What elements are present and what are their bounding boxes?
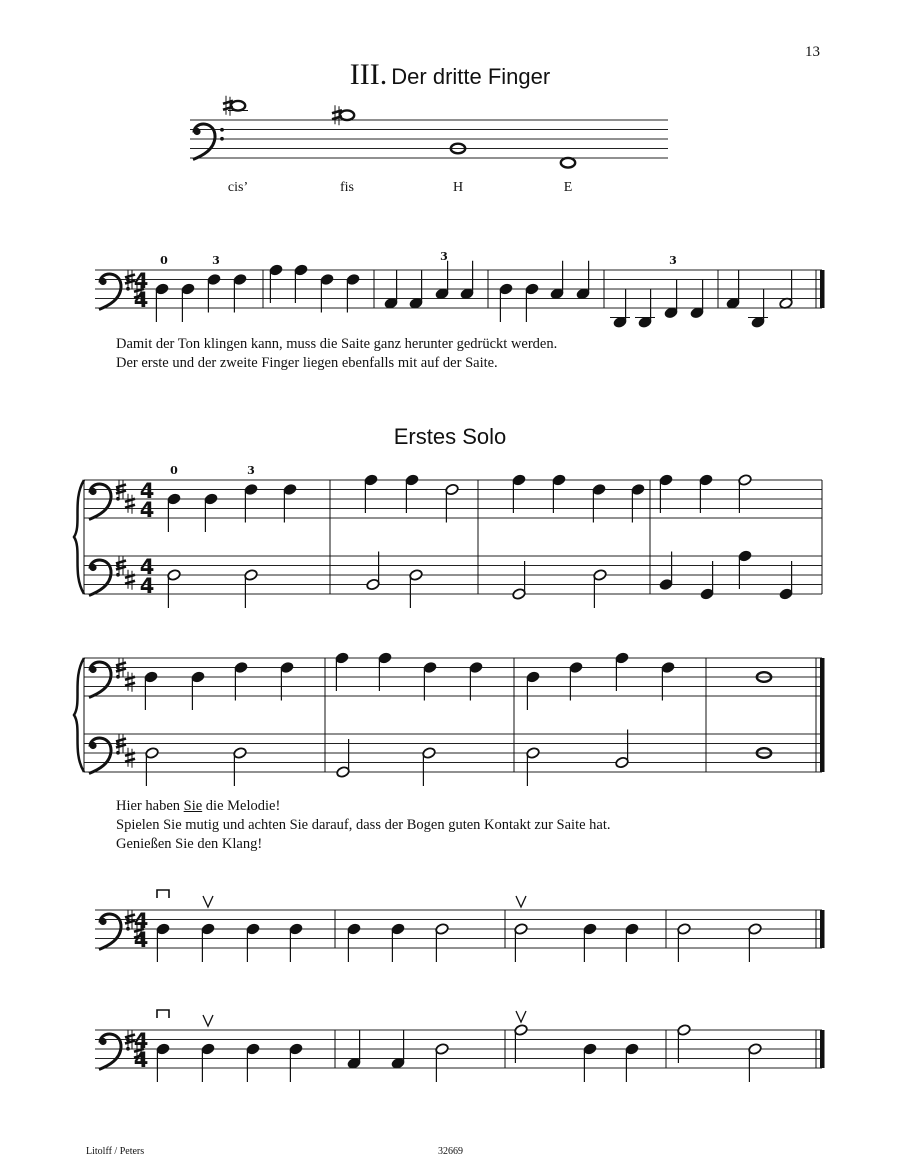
melody-line: Genießen Sie den Klang!	[116, 836, 263, 852]
melody-line: Hier haben Sie die Melodie!	[116, 798, 281, 814]
time-signature-bottom: 4	[133, 1048, 149, 1072]
time-signature-top: 4	[133, 269, 149, 293]
time-signature-bottom: 4	[139, 498, 155, 522]
final-barline	[820, 270, 825, 308]
time-signature-bottom: 4	[133, 928, 149, 952]
page-number: 13	[805, 44, 820, 60]
fingering-number: 3	[440, 250, 448, 263]
note-name-h: H	[452, 180, 464, 195]
time-signature-bottom: 4	[139, 574, 155, 598]
time-signature-top: 4	[133, 909, 149, 933]
fingering-number: 0	[160, 254, 168, 267]
up-bow-icon	[203, 896, 213, 907]
final-barline	[820, 658, 825, 772]
brace	[74, 480, 84, 594]
instruction-line: Der erste und der zweite Finger liegen ebenfalls mit auf der Saite.	[116, 355, 498, 371]
fingering-number: 3	[247, 464, 255, 477]
up-bow-icon	[516, 896, 526, 907]
final-barline	[820, 910, 825, 948]
footer-publisher: Litolff / Peters	[86, 1146, 145, 1157]
melody-line: Spielen Sie mutig und achten Sie darauf, dass der Bogen guten Kontakt zur Saite hat.	[116, 817, 611, 833]
fingering-number: 3	[212, 254, 220, 267]
time-signature-top: 4	[139, 479, 155, 503]
note-name-cis: cis’	[227, 180, 249, 195]
emphasis-word: Sie	[183, 798, 203, 814]
title-roman-numeral: III.	[349, 58, 388, 91]
up-bow-icon	[203, 1015, 213, 1026]
whole-note	[231, 101, 245, 111]
fingering-number: 3	[669, 254, 677, 267]
sharp-icon	[125, 672, 135, 692]
note-name-fis: fis	[340, 180, 354, 195]
brace	[74, 658, 84, 772]
whole-note	[561, 158, 575, 168]
down-bow-icon	[157, 890, 169, 898]
note-name-e: E	[563, 180, 573, 195]
footer-edition: 32669	[438, 1146, 463, 1157]
time-signature-bottom: 4	[133, 288, 149, 312]
solo-title: Erstes Solo	[393, 424, 507, 449]
sharp-icon	[125, 748, 135, 768]
up-bow-icon	[516, 1011, 526, 1022]
fingering-number: 0	[170, 464, 178, 477]
final-barline	[820, 1030, 825, 1068]
time-signature-top: 4	[133, 1029, 149, 1053]
sharp-icon	[125, 494, 135, 514]
sharp-icon	[125, 570, 135, 590]
down-bow-icon	[157, 1010, 169, 1018]
time-signature-top: 4	[139, 555, 155, 579]
title-text: Der dritte Finger	[391, 64, 551, 89]
whole-note	[340, 110, 354, 120]
instruction-line: Damit der Ton klingen kann, muss die Saite ganz herunter gedrückt werden.	[116, 336, 558, 352]
